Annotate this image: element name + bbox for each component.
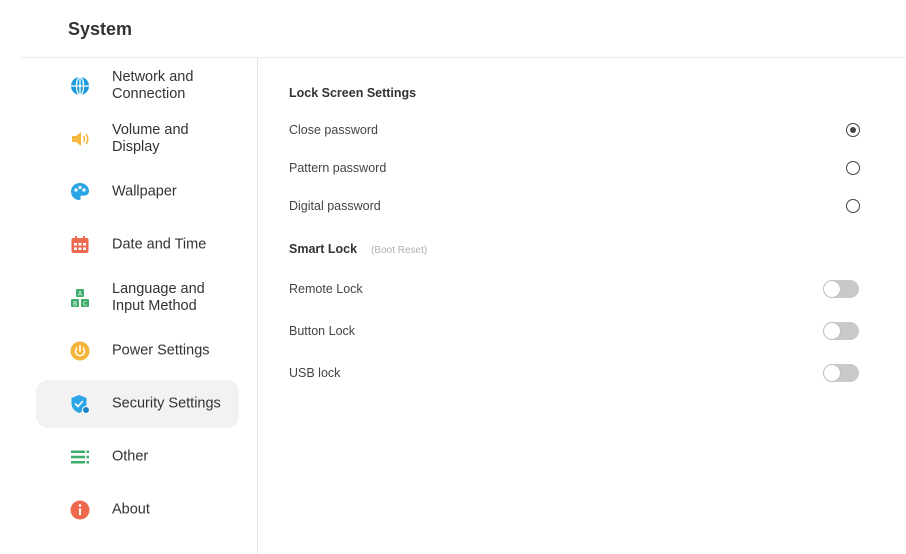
sidebar-item-power[interactable] bbox=[36, 327, 239, 375]
sidebar-item-network[interactable] bbox=[36, 62, 239, 110]
sidebar-item-label: Date and Time bbox=[112, 236, 207, 253]
toggle-knob bbox=[824, 365, 840, 381]
list-icon bbox=[70, 447, 90, 467]
power-icon bbox=[70, 341, 90, 361]
keyboard-abc-icon bbox=[70, 288, 90, 308]
calendar-icon bbox=[70, 235, 90, 255]
close-password-label: Close password bbox=[289, 123, 378, 137]
speaker-icon bbox=[70, 129, 90, 149]
digital-password-radio[interactable] bbox=[846, 199, 860, 213]
sidebar-item-label: Language and Input Method bbox=[112, 281, 205, 314]
sidebar-item-wallpaper[interactable] bbox=[36, 168, 239, 216]
button-lock-label: Button Lock bbox=[289, 324, 356, 338]
sidebar-item-label: Wallpaper bbox=[112, 183, 177, 200]
pattern-password-label: Pattern password bbox=[289, 161, 387, 175]
sidebar-item-volume[interactable] bbox=[36, 115, 239, 163]
sidebar-item-label: Volume and Display bbox=[112, 122, 189, 155]
shield-icon bbox=[70, 394, 90, 414]
toggle-knob bbox=[824, 281, 840, 297]
smart-lock-heading bbox=[289, 242, 427, 256]
digital-password-label: Digital password bbox=[289, 199, 381, 213]
info-icon bbox=[70, 500, 90, 520]
sidebar-item-about[interactable] bbox=[36, 486, 239, 534]
sidebar-item-label: About bbox=[112, 501, 150, 518]
sidebar-item-label: Network and Connection bbox=[112, 69, 194, 102]
lock-screen-heading: Lock Screen Settings bbox=[289, 86, 417, 100]
sidebar-item-label: Power Settings bbox=[112, 342, 210, 359]
usb-lock-toggle[interactable] bbox=[823, 364, 859, 382]
sidebar bbox=[20, 58, 258, 554]
usb-lock-label: USB lock bbox=[289, 366, 341, 380]
sidebar-item-language[interactable] bbox=[36, 274, 239, 322]
svg-text:A: A bbox=[77, 290, 83, 298]
svg-text:B: B bbox=[72, 300, 78, 308]
sidebar-item-security[interactable] bbox=[36, 380, 239, 428]
pattern-password-radio[interactable] bbox=[846, 161, 860, 175]
toggle-knob bbox=[824, 323, 840, 339]
globe-icon bbox=[70, 76, 90, 96]
close-password-radio[interactable] bbox=[846, 123, 860, 137]
smart-lock-title: Smart Lock bbox=[289, 242, 358, 256]
palette-icon bbox=[70, 182, 90, 202]
sidebar-item-label: Security Settings bbox=[112, 395, 221, 412]
sidebar-item-label: Other bbox=[112, 448, 149, 465]
remote-lock-label: Remote Lock bbox=[289, 282, 363, 296]
sidebar-item-other[interactable] bbox=[36, 433, 239, 481]
sidebar-item-date-time[interactable] bbox=[36, 221, 239, 269]
page-title: System bbox=[68, 19, 133, 39]
svg-text:C: C bbox=[82, 300, 88, 308]
remote-lock-toggle[interactable] bbox=[823, 280, 859, 298]
security-settings-panel bbox=[258, 58, 906, 554]
button-lock-toggle[interactable] bbox=[823, 322, 859, 340]
smart-lock-note: (Boot Reset) bbox=[371, 245, 428, 256]
